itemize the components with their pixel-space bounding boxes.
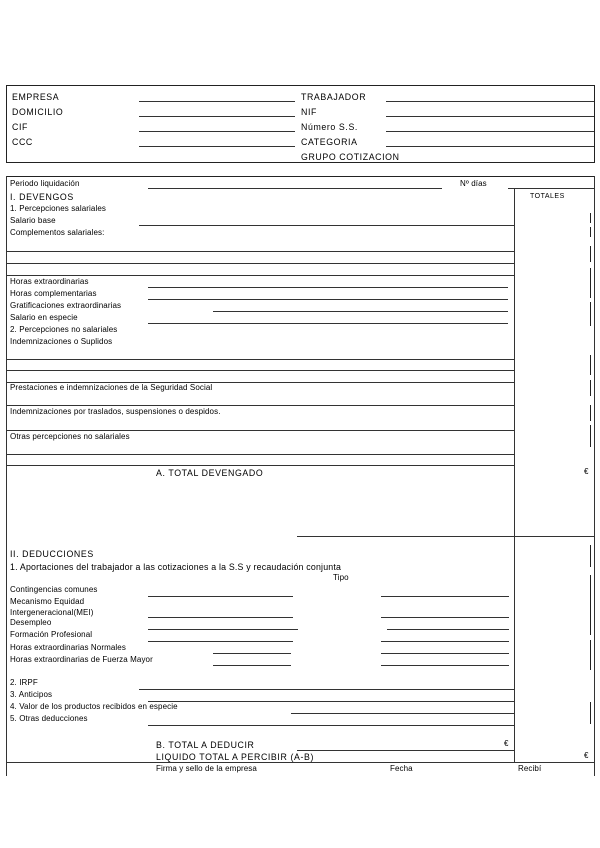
label-percepciones-no-salariales: 2. Percepciones no salariales (10, 325, 118, 334)
line-contingencias-base[interactable] (148, 596, 293, 597)
label-fecha: Fecha (390, 764, 413, 773)
label-nif: NIF (301, 107, 317, 117)
label-irpf: 2. IRPF (10, 678, 38, 687)
main-top-border (6, 176, 595, 177)
label-he-fuerza-mayor: Horas extraordinarias de Fuerza Mayor (10, 655, 153, 664)
totals-tick (590, 380, 591, 396)
label-indemnizaciones-traslados: Indemnizaciones por traslados, suspensiones o despidos. (10, 407, 221, 416)
line-numero-ss[interactable] (386, 131, 594, 132)
line-periodo[interactable] (148, 188, 442, 189)
label-periodo-liquidacion: Periodo liquidación (10, 179, 80, 188)
label-grupo-cotizacion: GRUPO COTIZACION (301, 152, 400, 162)
line-irpf[interactable] (139, 689, 514, 690)
totals-tick (590, 246, 591, 262)
label-prestaciones-ss: Prestaciones e indemnizaciones de la Seguridad Social (10, 383, 213, 392)
line-salario-especie[interactable] (148, 323, 508, 324)
label-firma-sello: Firma y sello de la empresa (156, 764, 257, 773)
line-horas-extraordinarias[interactable] (148, 287, 508, 288)
label-gratificaciones: Gratificaciones extraordinarias (10, 301, 122, 310)
totals-tick (590, 268, 591, 298)
euro-total-deducir: € (504, 739, 509, 748)
main-right-border (594, 176, 595, 776)
line-mei-importe[interactable] (381, 617, 509, 618)
line-formacion-base[interactable] (148, 641, 293, 642)
euro-liquido: € (584, 751, 589, 760)
line-he-normales-base[interactable] (213, 653, 291, 654)
label-tipo: Tipo (333, 573, 349, 582)
section-deducciones-title: II. DEDUCCIONES (10, 549, 94, 559)
label-anticipos: 3. Anticipos (10, 690, 53, 699)
totals-tick (590, 355, 591, 375)
label-categoria: CATEGORIA (301, 137, 358, 147)
section-devengos-title: I. DEVENGOS (10, 192, 74, 202)
line-total-deducir[interactable] (297, 750, 514, 751)
label-horas-complementarias: Horas complementarias (10, 289, 97, 298)
label-cif: CIF (12, 122, 28, 132)
totals-tick (590, 213, 591, 223)
label-numero-ss: Número S.S. (301, 122, 358, 132)
line-valor-productos[interactable] (291, 713, 514, 714)
line-devengado-end (297, 536, 594, 537)
line-suplidos-1[interactable] (6, 359, 514, 360)
line-mei-base[interactable] (148, 617, 293, 618)
line-he-fuerza-mayor-importe[interactable] (381, 665, 509, 666)
totals-tick (590, 425, 591, 447)
main-left-border (6, 176, 7, 776)
line-trabajador[interactable] (386, 101, 594, 102)
totals-tick (590, 302, 591, 326)
line-formacion-importe[interactable] (381, 641, 509, 642)
label-salario-base: Salario base (10, 216, 56, 225)
label-trabajador: TRABAJADOR (301, 92, 367, 102)
label-ccc: CCC (12, 137, 33, 147)
line-he-fuerza-mayor-base[interactable] (213, 665, 291, 666)
totals-tick (590, 227, 591, 237)
label-contingencias-comunes: Contingencias comunes (10, 585, 98, 594)
label-indemnizaciones-suplidos: Indemnizaciones o Suplidos (10, 337, 113, 346)
line-cif[interactable] (139, 131, 295, 132)
line-complemento-1[interactable] (6, 251, 514, 252)
totals-tick (590, 640, 591, 670)
line-suplidos-2[interactable] (6, 370, 514, 371)
label-n-dias: Nº días (460, 179, 487, 188)
totals-tick (590, 405, 591, 421)
line-prestaciones[interactable] (6, 405, 514, 406)
line-salario-base[interactable] (139, 225, 514, 226)
totals-tick (590, 545, 591, 567)
totals-tick (590, 575, 591, 635)
totals-column-border (514, 188, 515, 763)
line-complemento-2[interactable] (6, 263, 514, 264)
line-otras-deducciones[interactable] (148, 725, 514, 726)
line-nif[interactable] (386, 116, 594, 117)
line-anticipos[interactable] (148, 701, 514, 702)
line-otras-percepciones-2[interactable] (6, 465, 514, 466)
label-salario-especie: Salario en especie (10, 313, 78, 322)
line-horas-complementarias[interactable] (148, 299, 508, 300)
label-intergeneracional: Intergeneracional(MEI) (10, 608, 94, 617)
line-n-dias[interactable] (508, 188, 594, 189)
line-gratificaciones[interactable] (213, 311, 508, 312)
line-liquido[interactable] (6, 762, 594, 763)
line-traslados[interactable] (6, 430, 514, 431)
label-total-deducir: B. TOTAL A DEDUCIR (156, 740, 255, 750)
label-desempleo: Desempleo (10, 618, 52, 627)
line-empresa[interactable] (139, 101, 295, 102)
label-total-devengado: A. TOTAL DEVENGADO (156, 468, 264, 478)
label-percepciones-salariales: 1. Percepciones salariales (10, 204, 106, 213)
label-horas-extraordinarias: Horas extraordinarias (10, 277, 89, 286)
line-desempleo-importe[interactable] (387, 629, 509, 630)
label-empresa: EMPRESA (12, 92, 60, 102)
line-otras-percepciones-1[interactable] (6, 454, 514, 455)
label-mecanismo-equidad: Mecanismo Equidad (10, 597, 85, 606)
label-recibi: Recibí (518, 764, 542, 773)
label-he-normales: Horas extraordinarias Normales (10, 643, 126, 652)
line-domicilio[interactable] (139, 116, 295, 117)
label-formacion-profesional: Formación Profesional (10, 630, 93, 639)
euro-total-devengado: € (584, 467, 589, 476)
label-aportaciones: 1. Aportaciones del trabajador a las cotizaciones a la S.S y recaudación conjunta (10, 562, 342, 572)
line-he-normales-importe[interactable] (381, 653, 509, 654)
line-categoria[interactable] (386, 146, 594, 147)
line-contingencias-importe[interactable] (381, 596, 509, 597)
label-domicilio: DOMICILIO (12, 107, 64, 117)
label-otras-percepciones: Otras percepciones no salariales (10, 432, 130, 441)
label-otras-deducciones: 5. Otras deducciones (10, 714, 88, 723)
line-ccc[interactable] (139, 146, 295, 147)
label-totales: TOTALES (530, 193, 565, 200)
label-valor-productos: 4. Valor de los productos recibidos en especie (10, 702, 178, 711)
totals-tick (590, 702, 591, 724)
label-complementos: Complementos salariales: (10, 228, 105, 237)
label-liquido-total: LIQUIDO TOTAL A PERCIBIR (A-B) (156, 752, 314, 762)
line-complemento-3[interactable] (6, 275, 514, 276)
line-desempleo-base[interactable] (148, 629, 298, 630)
